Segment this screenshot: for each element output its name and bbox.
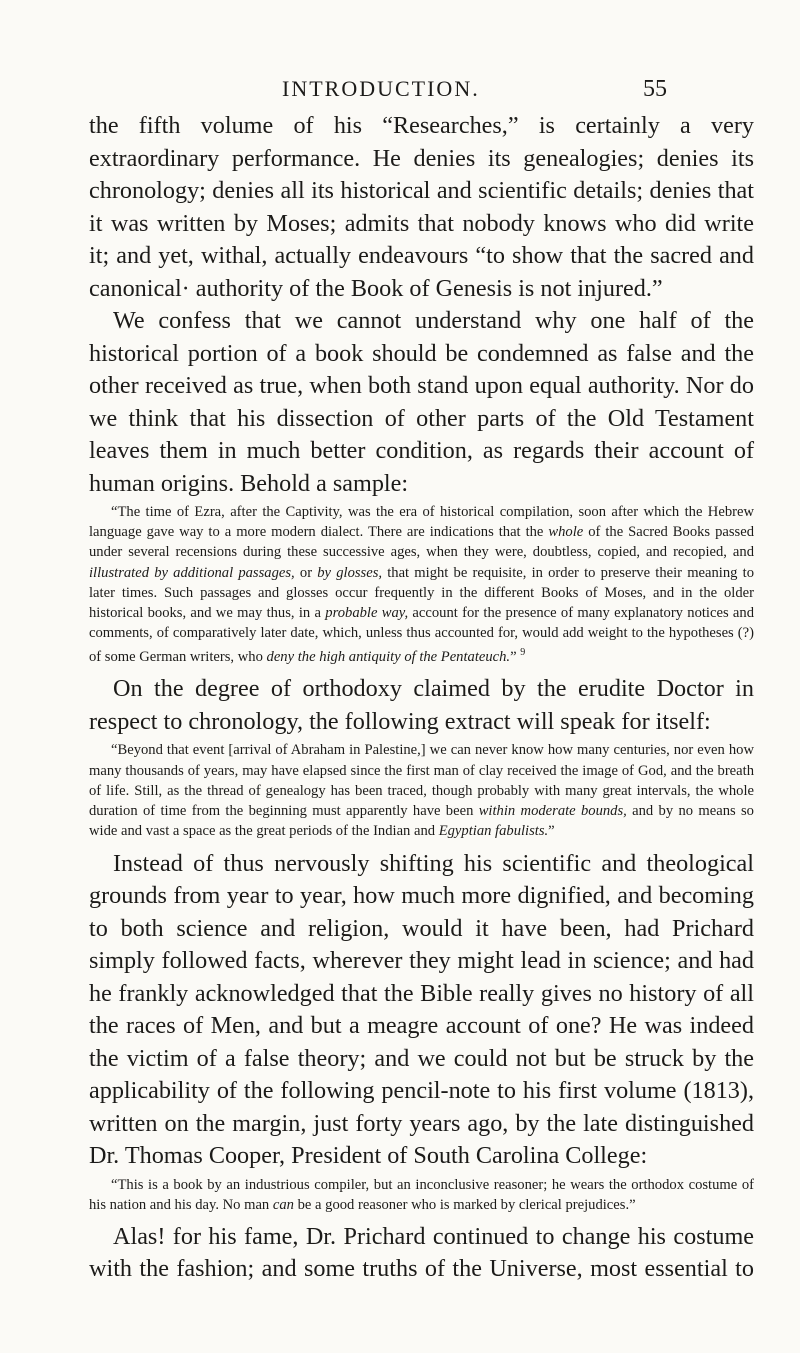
page-body [89, 110, 754, 1286]
quote-cooper: “This is a book by an industrious compiler, but an inconclusive reasoner; he wears the orthodox costume of his nation and his day. No man can be a good reasoner who is marked by clerical prejudices.” [89, 1176, 754, 1213]
footnote-marker: 9 [520, 647, 526, 659]
running-title: INTRODUCTION. [282, 76, 480, 101]
page-number: 55 [643, 76, 667, 102]
quote-abraham: “Beyond that event [arrival of Abraham in Palestine,] we can never know how many centuries, nor even how many thousands of years, may have elapsed since the first man of clay received the image of God, and the breath of life. Still, as the thread of genealogy has been traced, though probably with many great intervals, the whole duration of time from the beginning must apparently have been within moderate bounds, and by no means so wide and vast a space as the great periods of the Indian and Egyptian fabulists.” [89, 742, 754, 840]
quote-ezra: “The time of Ezra, after the Captivity, was the era of historical compilation, soon after which the Hebrew language gave way to a more modern dialect. There are indications that the whole of the Sacred Books passed under several recensions during these successive ages, when they were, doubtless, copied, and recopied, and illustrated by additional passages, or by glosses, that might be requisite, in order to preserve their meaning to later times. Such passages and glosses occur frequently in the different Books of Moses, and in the older historical books, and we may thus, in a probable way, account for the presence of many explanatory notices and comments, of comparatively later date, which, unless thus accounted for, would add weight to the hypotheses (?) of some German writers, who deny the high antiquity of the Pentateuch.” $^9$ [89, 504, 754, 666]
paragraph-prichard: Instead of thus nervously shifting his scientific and theological grounds from year to year, how much more dignified, and becoming to both science and religion, would it have been, had Prichard simply followed facts, wherever they might lead in science; and had he frankly acknowledged that the Bible really gives no history of all the races of Men, and but a meagre account of one? He was indeed the victim of a false theory; and we could not but be struck by the applicability of the following pencil-note to his first volume (1813), written on the margin, just forty years ago, by the late distinguished Dr. Thomas Cooper, President of South Carolina College: [89, 849, 754, 1169]
paragraph-orthodoxy: On the degree of orthodoxy claimed by the erudite Doctor in respect to chronology, the following extract will speak for itself: [89, 675, 754, 735]
running-header [282, 76, 667, 103]
paragraph-confession: We confess that we cannot understand why one half of the historical portion of a book should be condemned as false and the other received as true, when both stand upon equal authority. Nor do we think that his dissection of other parts of the Old Testament leaves them in much better condition, as regards their account of human origins. Behold a sample: [89, 307, 754, 497]
paragraph-continuation: the fifth volume of his “Researches,” is certainly a very extraordinary performance. He denies its genealogies; denies its chronology; denies all its historical and scientific details; denies that it was written by Moses; admits that nobody knows who did write it; and yet, withal, actually endeavours “to show that the sacred and canonical· authority of the Book of Genesis is not injured.” [89, 112, 754, 302]
paragraph-alas: Alas! for his fame, Dr. Prichard continued to change his costume with the fashion; and some truths of the Universe, most essential to [89, 1222, 754, 1283]
